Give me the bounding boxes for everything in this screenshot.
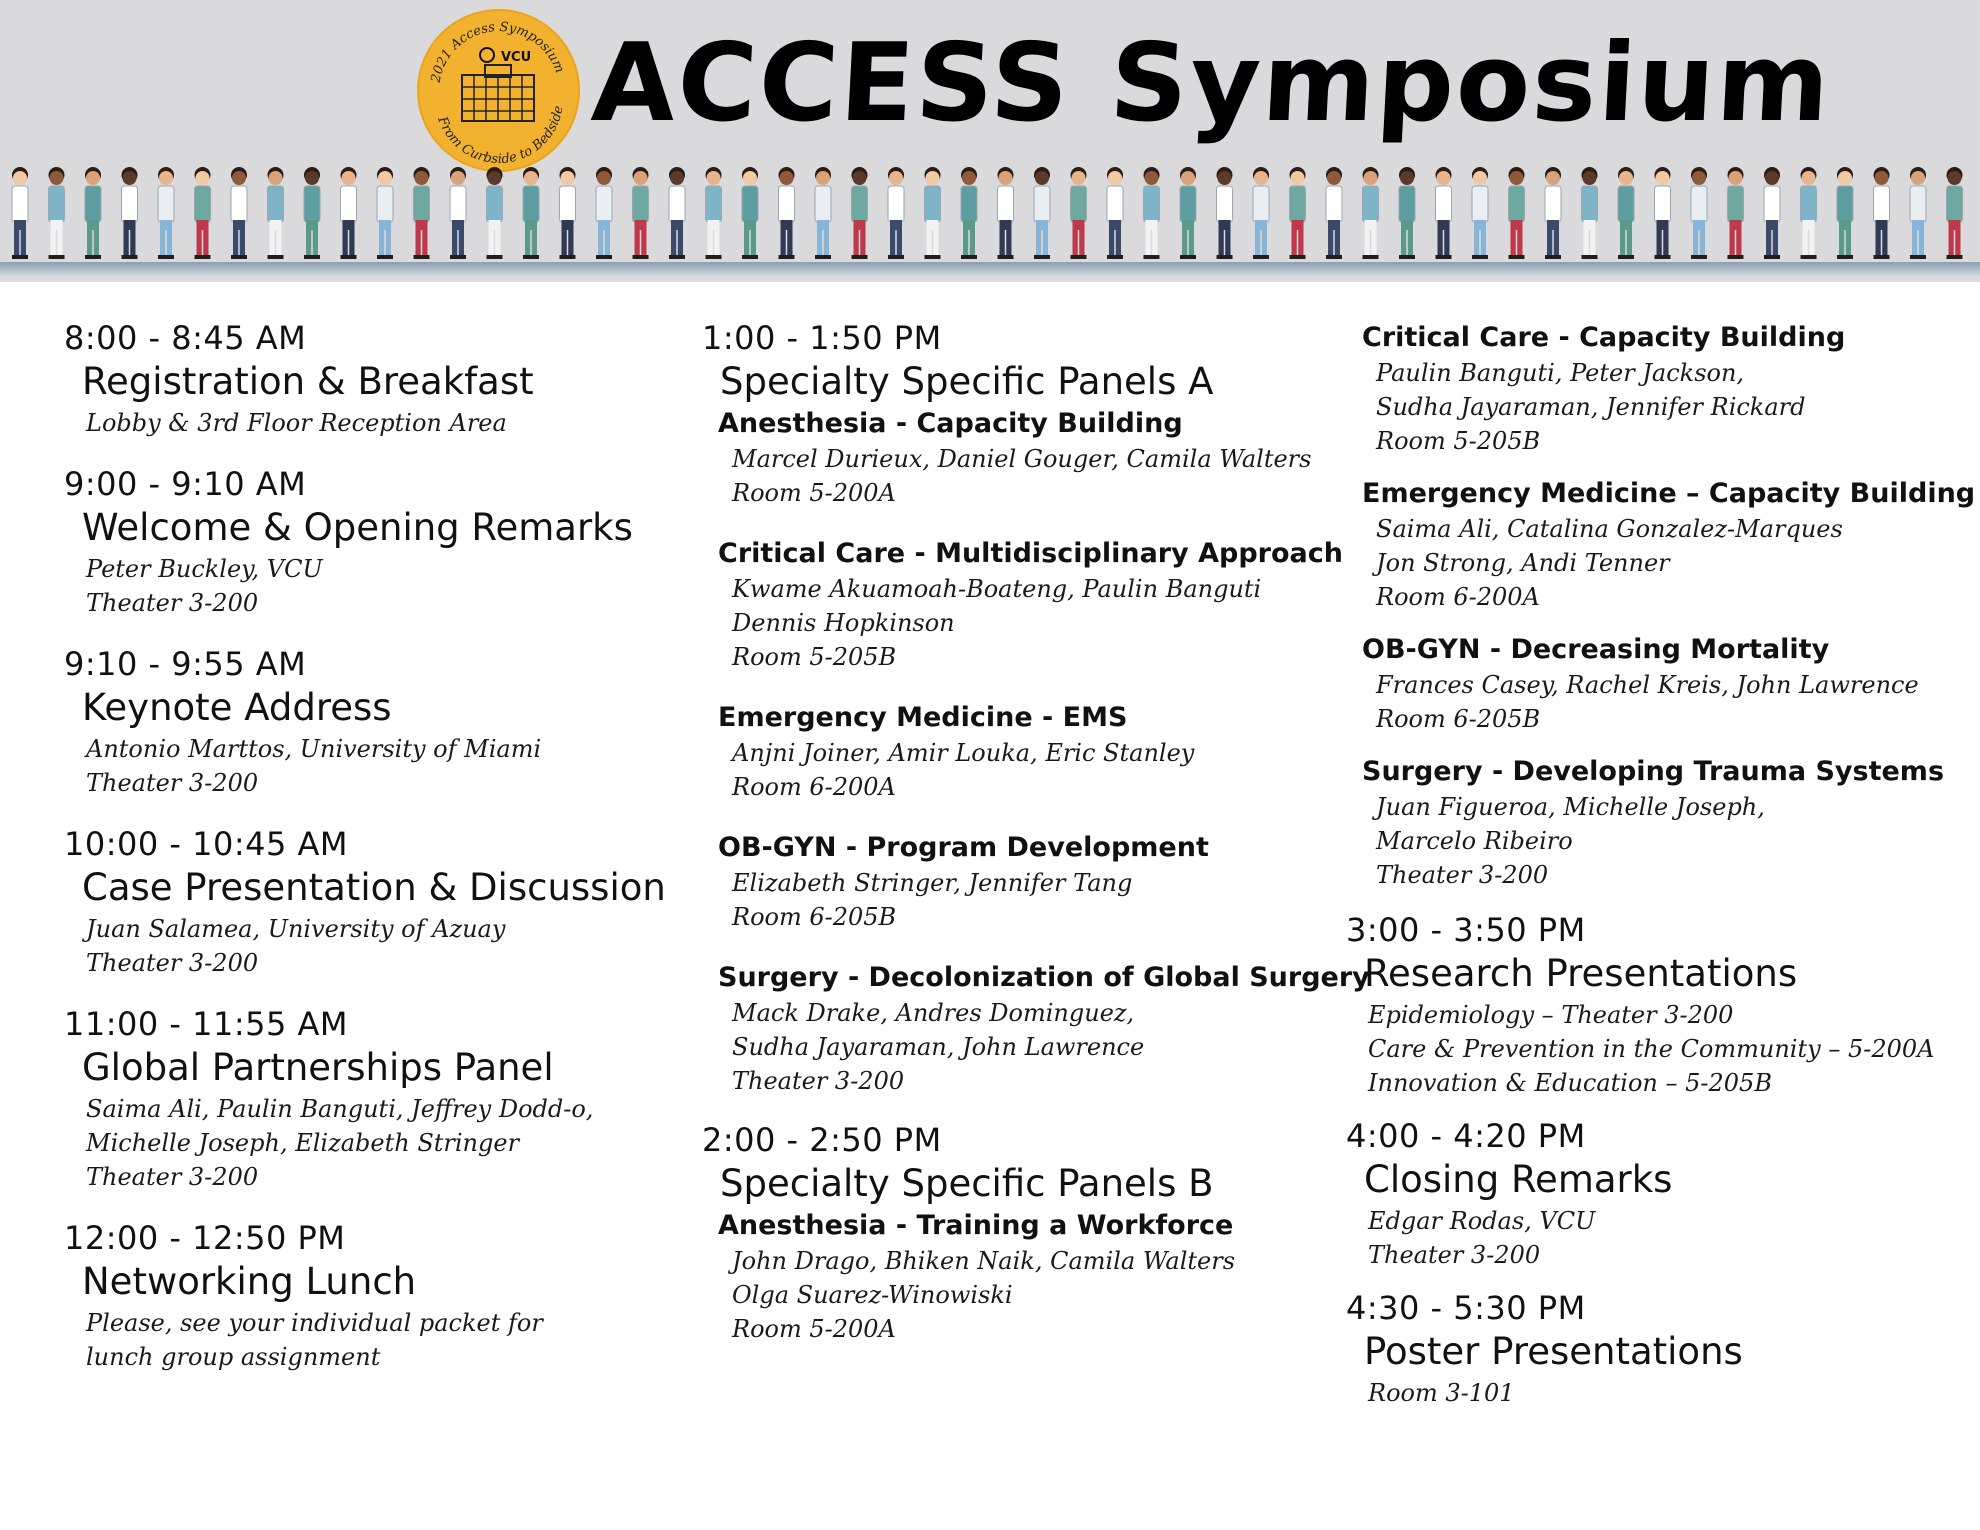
- staff-figure: [85, 167, 101, 259]
- staff-figure: [1764, 167, 1780, 259]
- logo-tagline: From Curbside to Bedside: [434, 104, 567, 168]
- panel-detail: Room 6-200A: [1376, 583, 1540, 611]
- entry-title: Global Partnerships Panel: [82, 1046, 554, 1089]
- panel-session: [1346, 320, 1975, 458]
- entry-detail: Theater 3-200: [86, 769, 259, 797]
- entry-title: Registration & Breakfast: [82, 360, 534, 403]
- schedule-entry: [64, 1218, 666, 1374]
- entry-detail: Juan Salamea, University of Azuay: [86, 915, 506, 943]
- schedule-column-afternoon-a: [702, 318, 1370, 1368]
- panel-session: [702, 536, 1370, 674]
- panel-session: [1346, 632, 1975, 736]
- staff-figure: [852, 167, 868, 259]
- entry-detail: Innovation & Education – 5-205B: [1368, 1069, 1772, 1097]
- entry-detail: Epidemiology – Theater 3-200: [1368, 1001, 1734, 1029]
- block-time: 1:00 - 1:50 PM: [702, 319, 942, 357]
- panel-detail: Room 5-200A: [732, 479, 896, 507]
- panel-name: Anesthesia - Capacity Building: [718, 408, 1183, 439]
- panel-detail: Room 5-200A: [732, 1315, 896, 1343]
- panel-detail: Anjni Joiner, Amir Louka, Eric Stanley: [732, 739, 1195, 767]
- staff-figure: [523, 167, 539, 259]
- schedule-entry: [64, 1004, 666, 1194]
- entry-time: 4:30 - 5:30 PM: [1346, 1289, 1586, 1327]
- schedule-entry: [64, 318, 666, 440]
- block-time: 2:00 - 2:50 PM: [702, 1121, 942, 1159]
- logo-org: VCU: [501, 50, 532, 65]
- block-title: Specialty Specific Panels B: [720, 1162, 1214, 1205]
- staff-figure: [268, 167, 284, 259]
- panel-detail: Dennis Hopkinson: [732, 609, 955, 637]
- entry-detail: Lobby & 3rd Floor Reception Area: [86, 409, 507, 437]
- entry-detail: Antonio Marttos, University of Miami: [86, 735, 542, 763]
- panel-name: Surgery - Developing Trauma Systems: [1362, 756, 1945, 787]
- panel-detail: Room 6-200A: [732, 773, 896, 801]
- block-title: Specialty Specific Panels A: [720, 360, 1214, 403]
- staff-figure: [1399, 167, 1415, 259]
- staff-figure: [1436, 167, 1452, 259]
- entry-title: Closing Remarks: [1364, 1158, 1673, 1201]
- panel-detail: Juan Figueroa, Michelle Joseph,: [1376, 793, 1765, 821]
- staff-figure: [961, 167, 977, 259]
- panel-detail: Sudha Jayaraman, John Lawrence: [732, 1033, 1145, 1061]
- panel-detail: Olga Suarez-Winowiski: [732, 1281, 1013, 1309]
- panel-name: Critical Care - Multidisciplinary Approach: [718, 538, 1343, 569]
- logo-text: 2021 Access Symposium: [428, 19, 567, 84]
- page-title: ACCESS Symposium: [588, 21, 1835, 146]
- panel-detail: Marcelo Ribeiro: [1376, 827, 1573, 855]
- panel-block: [702, 1120, 1370, 1208]
- staff-figure: [1728, 167, 1744, 259]
- staff-figure: [1472, 167, 1488, 259]
- entry-title: Networking Lunch: [82, 1260, 417, 1303]
- panel-detail: Room 6-205B: [732, 903, 897, 931]
- schedule-entry: [1346, 910, 1975, 1100]
- staff-figure: [1801, 167, 1817, 259]
- panel-detail: Room 5-205B: [1376, 427, 1541, 455]
- staff-figure: [925, 167, 941, 259]
- staff-figure: [1290, 167, 1306, 259]
- staff-figure: [1107, 167, 1123, 259]
- staff-figure: [414, 167, 430, 259]
- staff-figure: [487, 167, 503, 259]
- svg-text:From Curbside to Bedside: [434, 104, 567, 167]
- staff-figure: [122, 167, 138, 259]
- entry-detail: lunch group assignment: [86, 1343, 381, 1371]
- panel-name: OB-GYN - Program Development: [718, 832, 1209, 863]
- panel-session: [1346, 754, 1975, 892]
- panel-session: [702, 960, 1370, 1098]
- staff-figure: [1582, 167, 1598, 259]
- staff-figure: [158, 167, 174, 259]
- entry-detail: Theater 3-200: [1368, 1241, 1541, 1269]
- staff-figure: [1253, 167, 1269, 259]
- panel-detail: Marcel Durieux, Daniel Gouger, Camila Walters: [732, 445, 1312, 473]
- panel-session: [702, 700, 1370, 804]
- entry-time: 4:00 - 4:20 PM: [1346, 1117, 1586, 1155]
- staff-figure: [304, 167, 320, 259]
- panel-detail: Saima Ali, Catalina Gonzalez-Marques: [1376, 515, 1843, 543]
- panel-name: Surgery - Decolonization of Global Surgery: [718, 962, 1370, 993]
- entry-detail: Room 3-101: [1368, 1379, 1515, 1407]
- entry-title: Case Presentation & Discussion: [82, 866, 666, 909]
- staff-figure: [596, 167, 612, 259]
- entry-title: Poster Presentations: [1364, 1330, 1743, 1373]
- staff-figure: [742, 167, 758, 259]
- staff-figure: [1874, 167, 1890, 259]
- entry-title: Keynote Address: [82, 686, 392, 729]
- panel-detail: Mack Drake, Andres Dominguez,: [732, 999, 1135, 1027]
- floor-strip: [0, 262, 1980, 276]
- staff-figure: [1217, 167, 1233, 259]
- staff-figure: [888, 167, 904, 259]
- staff-figure: [633, 167, 649, 259]
- panel-name: Anesthesia - Training a Workforce: [718, 1210, 1234, 1241]
- staff-figure: [450, 167, 466, 259]
- staff-figure: [1655, 167, 1671, 259]
- staff-figure: [779, 167, 795, 259]
- staff-figure: [1837, 167, 1853, 259]
- schedule-entry: [64, 824, 666, 980]
- staff-figure: [1618, 167, 1634, 259]
- staff-figure: [669, 167, 685, 259]
- entry-time: 9:10 - 9:55 AM: [64, 645, 307, 683]
- staff-figure: [341, 167, 357, 259]
- staff-figure: [1144, 167, 1160, 259]
- staff-figure: [998, 167, 1014, 259]
- entry-detail: Edgar Rodas, VCU: [1368, 1207, 1596, 1235]
- staff-figure: [1545, 167, 1561, 259]
- panel-detail: Frances Casey, Rachel Kreis, John Lawrence: [1376, 671, 1919, 699]
- panel-detail: Jon Strong, Andi Tenner: [1376, 549, 1670, 577]
- staff-figure: [815, 167, 831, 259]
- entry-detail: Theater 3-200: [86, 589, 259, 617]
- entry-time: 12:00 - 12:50 PM: [64, 1219, 346, 1257]
- panel-name: Critical Care - Capacity Building: [1362, 322, 1846, 353]
- panel-name: OB-GYN - Decreasing Mortality: [1362, 634, 1830, 665]
- staff-figure: [231, 167, 247, 259]
- header-banner: [0, 0, 1980, 282]
- entry-detail: Peter Buckley, VCU: [86, 555, 323, 583]
- staff-figure: [1071, 167, 1087, 259]
- staff-figure: [560, 167, 576, 259]
- entry-detail: Saima Ali, Paulin Banguti, Jeffrey Dodd-o,: [86, 1095, 594, 1123]
- staff-figure: [1180, 167, 1196, 259]
- panel-name: Emergency Medicine - EMS: [718, 702, 1128, 733]
- entry-title: Research Presentations: [1364, 952, 1798, 995]
- entry-time: 9:00 - 9:10 AM: [64, 465, 307, 503]
- panel-session: [702, 1208, 1370, 1346]
- staff-figure: [1509, 167, 1525, 259]
- entry-detail: Please, see your individual packet for: [86, 1309, 543, 1337]
- schedule-entry: [1346, 1288, 1975, 1410]
- panel-name: Emergency Medicine – Capacity Building: [1362, 478, 1976, 509]
- panel-detail: Sudha Jayaraman, Jennifer Rickard: [1376, 393, 1806, 421]
- staff-figure: [1363, 167, 1379, 259]
- panel-detail: John Drago, Bhiken Naik, Camila Walters: [732, 1247, 1236, 1275]
- panel-detail: Paulin Banguti, Peter Jackson,: [1376, 359, 1745, 387]
- schedule-entry: [64, 464, 666, 620]
- panel-block: [702, 318, 1370, 406]
- panel-detail: Elizabeth Stringer, Jennifer Tang: [732, 869, 1133, 897]
- staff-figure: [377, 167, 393, 259]
- entry-title: Welcome & Opening Remarks: [82, 506, 633, 549]
- panel-detail: Room 6-205B: [1376, 705, 1541, 733]
- panel-detail: Kwame Akuamoah-Boateng, Paulin Banguti: [732, 575, 1262, 603]
- schedule-column-morning: [64, 318, 666, 1398]
- staff-figure: [1326, 167, 1342, 259]
- symposium-logo: [417, 9, 580, 172]
- schedule-entry: [64, 644, 666, 800]
- panel-detail: Room 5-205B: [732, 643, 897, 671]
- panel-detail: Theater 3-200: [732, 1067, 905, 1095]
- entry-detail: Theater 3-200: [86, 949, 259, 977]
- staff-figure: [12, 167, 28, 259]
- entry-detail: Michelle Joseph, Elizabeth Stringer: [86, 1129, 520, 1157]
- staff-figure: [1910, 167, 1926, 259]
- staff-figure: [49, 167, 65, 259]
- entry-time: 8:00 - 8:45 AM: [64, 319, 307, 357]
- staff-figure: [195, 167, 211, 259]
- entry-time: 10:00 - 10:45 AM: [64, 825, 348, 863]
- panel-session: [702, 406, 1370, 510]
- panel-detail: Theater 3-200: [1376, 861, 1549, 889]
- entry-detail: Care & Prevention in the Community – 5-200A: [1368, 1035, 1935, 1063]
- entry-time: 3:00 - 3:50 PM: [1346, 911, 1586, 949]
- staff-figure: [706, 167, 722, 259]
- schedule-column-afternoon-b: [1346, 320, 1975, 1426]
- entry-time: 11:00 - 11:55 AM: [64, 1005, 348, 1043]
- schedule-entry: [1346, 1116, 1975, 1272]
- staff-figure: [1034, 167, 1050, 259]
- panel-session: [1346, 476, 1975, 614]
- staff-figure: [1691, 167, 1707, 259]
- entry-detail: Theater 3-200: [86, 1163, 259, 1191]
- hospital-building-icon: [417, 9, 580, 172]
- panel-session: [702, 830, 1370, 934]
- staff-figure: [1947, 167, 1963, 259]
